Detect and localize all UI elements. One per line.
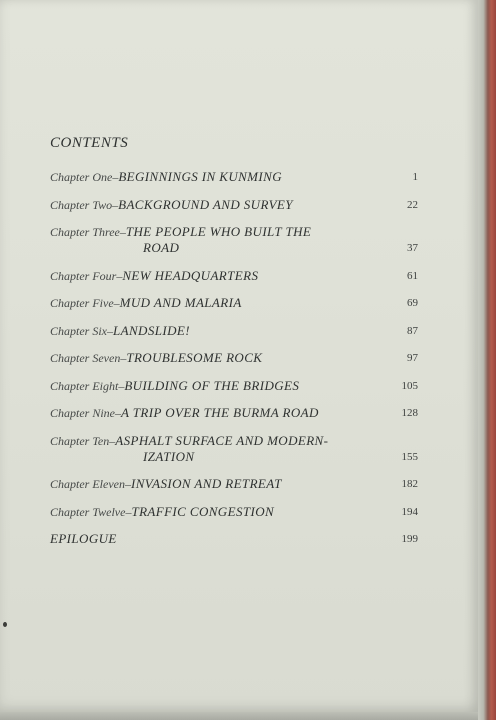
- ink-speck: [3, 622, 7, 627]
- page-bottom-edge: [0, 712, 478, 720]
- page-number: 1: [412, 171, 418, 183]
- contents-heading: CONTENTS: [50, 135, 129, 151]
- chapter-title: ASPHALT SURFACE AND MODERN-: [115, 432, 329, 448]
- chapter-title: LANDSLIDE!: [113, 322, 190, 338]
- chapter-title: INVASION AND RETREAT: [130, 476, 282, 491]
- toc-entry: Chapter Eight–BUILDING OF THE BRIDGES 105: [50, 377, 418, 393]
- toc-entry: Chapter Four–NEW HEADQUARTERS 61: [50, 267, 418, 283]
- page-number: 37: [407, 242, 418, 254]
- chapter-title: BEGINNINGS IN KUNMING: [118, 169, 283, 184]
- chapter-label: Chapter Twelve: [50, 504, 126, 519]
- toc-entry: Chapter Eleven–INVASION AND RETREAT 182: [50, 476, 418, 491]
- chapter-label: Chapter One: [50, 170, 113, 184]
- chapter-title: TROUBLESOME ROCK: [126, 350, 263, 365]
- chapter-label: Chapter Seven: [50, 351, 121, 365]
- chapter-title: TRAFFIC CONGESTION: [131, 503, 275, 519]
- chapter-title: BUILDING OF THE BRIDGES: [124, 377, 300, 393]
- chapter-label: Chapter Nine: [50, 406, 115, 420]
- chapter-title-continued: ROAD: [143, 240, 180, 255]
- page-number: 182: [401, 478, 418, 490]
- chapter-label: Chapter Five: [50, 296, 114, 310]
- chapter-title: BACKGROUND AND SURVEY: [118, 196, 293, 212]
- page-number: 155: [401, 450, 418, 463]
- toc-entry: Chapter One–BEGINNINGS IN KUNMING 1: [50, 169, 418, 184]
- chapter-label: Chapter Four: [50, 268, 117, 283]
- toc-entry-epilogue: [50, 531, 418, 547]
- book-cover-edge: [478, 0, 496, 720]
- page-number: 22: [407, 198, 418, 211]
- toc-entry: Chapter Five–MUD AND MALARIA 69: [50, 295, 418, 310]
- toc-entry: Chapter Six–LANDSLIDE! 87: [50, 322, 418, 338]
- chapter-title: MUD AND MALARIA: [119, 295, 242, 310]
- page-number: 61: [407, 269, 418, 282]
- page-number: 69: [407, 297, 418, 309]
- chapter-title: NEW HEADQUARTERS: [122, 267, 259, 283]
- page-number: 128: [401, 407, 418, 419]
- chapter-title-continued: IZATION: [143, 448, 195, 464]
- toc-entry: Chapter Nine–A TRIP OVER THE BURMA ROAD 128: [50, 405, 418, 420]
- table-of-contents: [50, 135, 418, 559]
- epilogue-title: EPILOGUE: [50, 531, 117, 546]
- chapter-label: Chapter Ten: [50, 433, 110, 448]
- chapter-label: Chapter Eight: [50, 378, 119, 393]
- chapter-label: Chapter Two: [50, 197, 113, 212]
- chapter-label: Chapter Six: [50, 323, 107, 338]
- chapter-title: THE PEOPLE WHO BUILT THE: [125, 224, 312, 239]
- chapter-label: Chapter Three: [50, 225, 120, 239]
- page-number: 87: [407, 324, 418, 337]
- page-number: 97: [407, 352, 418, 364]
- toc-entry: Chapter Ten–ASPHALT SURFACE AND MODERN- IZATION 155: [50, 432, 418, 464]
- page-number: 194: [401, 505, 418, 518]
- toc-entry: Chapter Seven–TROUBLESOME ROCK 97: [50, 350, 418, 365]
- chapter-label: Chapter Eleven: [50, 477, 125, 491]
- chapter-title: A TRIP OVER THE BURMA ROAD: [121, 405, 319, 420]
- toc-entry: Chapter Twelve–TRAFFIC CONGESTION 194: [50, 503, 418, 519]
- page-number: 105: [401, 379, 418, 392]
- toc-entry: Chapter Two–BACKGROUND AND SURVEY 22: [50, 196, 418, 212]
- toc-entry: Chapter Three–THE PEOPLE WHO BUILT THE ROAD 37: [50, 224, 418, 255]
- page-number: 199: [401, 533, 418, 545]
